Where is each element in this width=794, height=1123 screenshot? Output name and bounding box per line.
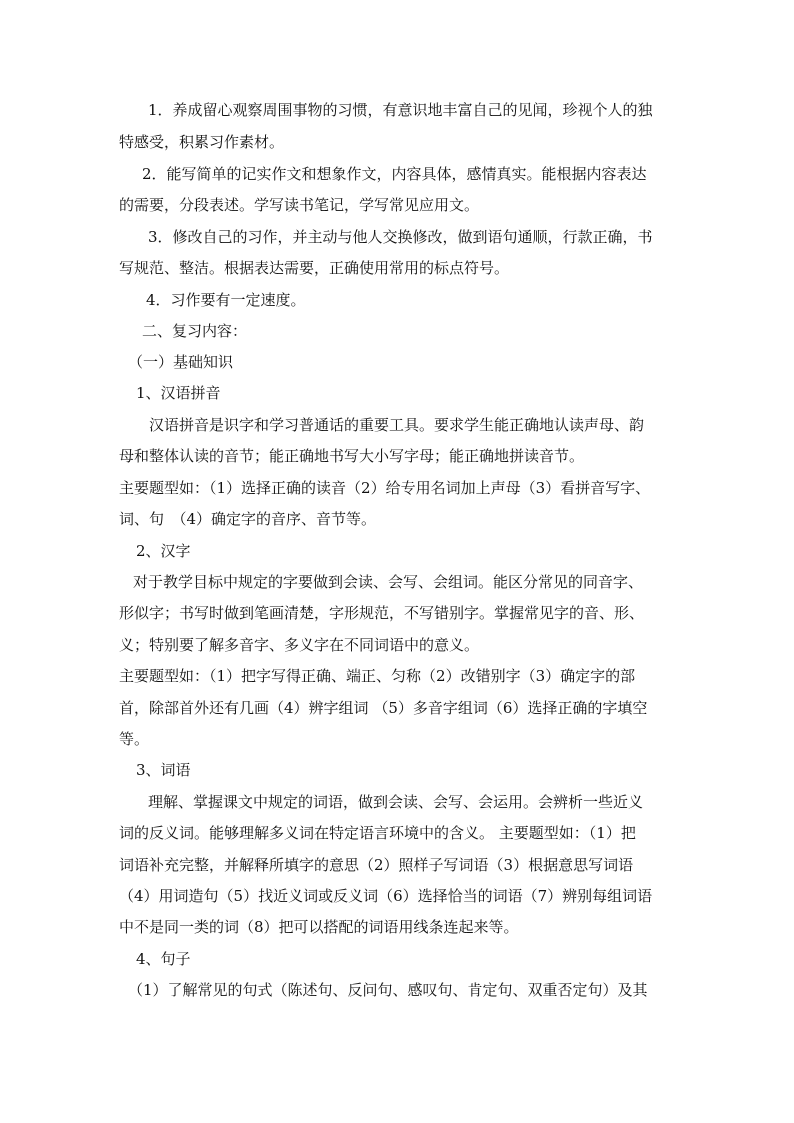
text-line: 对于教学目标中规定的字要做到会读、会写、会组词。能区分常见的同音字、 — [133, 573, 644, 591]
text-line: 写规范、整洁。根据表达需要，正确使用常用的标点符号。 — [119, 259, 510, 277]
text-line: 首，除部首外还有几画（4）辨字组词 （5）多音字组词（6）选择正确的字填空 — [119, 699, 648, 717]
text-line: 词语补充完整，并解释所填字的意思（2）照样子写词语（3）根据意思写词语 — [119, 856, 634, 874]
text-line: 的需要，分段表述。学写读书笔记，学写常见应用文。 — [119, 196, 480, 214]
subsection-heading: 1、汉语拼音 — [136, 384, 221, 402]
text-line: 2．能写简单的记实作文和想象作文，内容具体，感情真实。能根据内容表达 — [142, 165, 647, 183]
text-line: （1）了解常见的句式（陈述句、反问句、感叹句、肯定句、双重否定句）及其 — [128, 981, 648, 999]
text-line: 汉语拼音是识字和学习普通话的重要工具。要求学生能正确地认读声母、韵 — [149, 416, 645, 434]
subsection-heading: （一）基础知识 — [128, 353, 234, 371]
text-line: （4）用词造句（5）找近义词或反义词（6）选择恰当的词语（7）辨别每组词语 — [119, 887, 653, 905]
text-line: 中不是同一类的词（8）把可以搭配的词语用线条连起来等。 — [119, 918, 519, 936]
text-line: 理解、掌握课文中规定的词语，做到会读、会写、会运用。会辨析一些近义 — [148, 793, 644, 811]
text-line: 4．习作要有一定速度。 — [146, 291, 306, 309]
subsection-heading: 3、词语 — [136, 761, 191, 779]
text-line: 词的反义词。能够理解多义词在特定语言环境中的含义。 主要题型如：（1）把 — [119, 824, 636, 842]
section-heading: 二、复习内容： — [142, 322, 248, 340]
text-line: 母和整体认读的音节；能正确地书写大小写字母；能正确地拼读音节。 — [119, 447, 585, 465]
subsection-heading: 2、汉字 — [136, 542, 191, 560]
subsection-heading: 4、句子 — [136, 950, 191, 968]
text-line: 3．修改自己的习作，并主动与他人交换修改，做到语句通顺，行款正确，书 — [148, 228, 653, 246]
text-line: 等。 — [119, 730, 150, 748]
text-line: 特感受，积累习作素材。 — [119, 133, 285, 151]
text-line: 词、句 （4）确定字的音序、音节等。 — [119, 510, 377, 528]
text-line: 主要题型如：（1）选择正确的读音（2）给专用名词加上声母（3）看拼音写字、 — [119, 479, 651, 497]
text-line: 形似字；书写时做到笔画清楚，字形规范，不写错别字。掌握常见字的音、形、 — [119, 604, 645, 622]
text-line: 义；特别要了解多音字、多义字在不同词语中的意义。 — [119, 636, 480, 654]
text-line: 主要题型如：（1）把字写得正确、端正、匀称（2）改错别字（3）确定字的部 — [119, 667, 636, 685]
text-line: 1．养成留心观察周围事物的习惯，有意识地丰富自己的见闻，珍视个人的独 — [148, 101, 653, 119]
